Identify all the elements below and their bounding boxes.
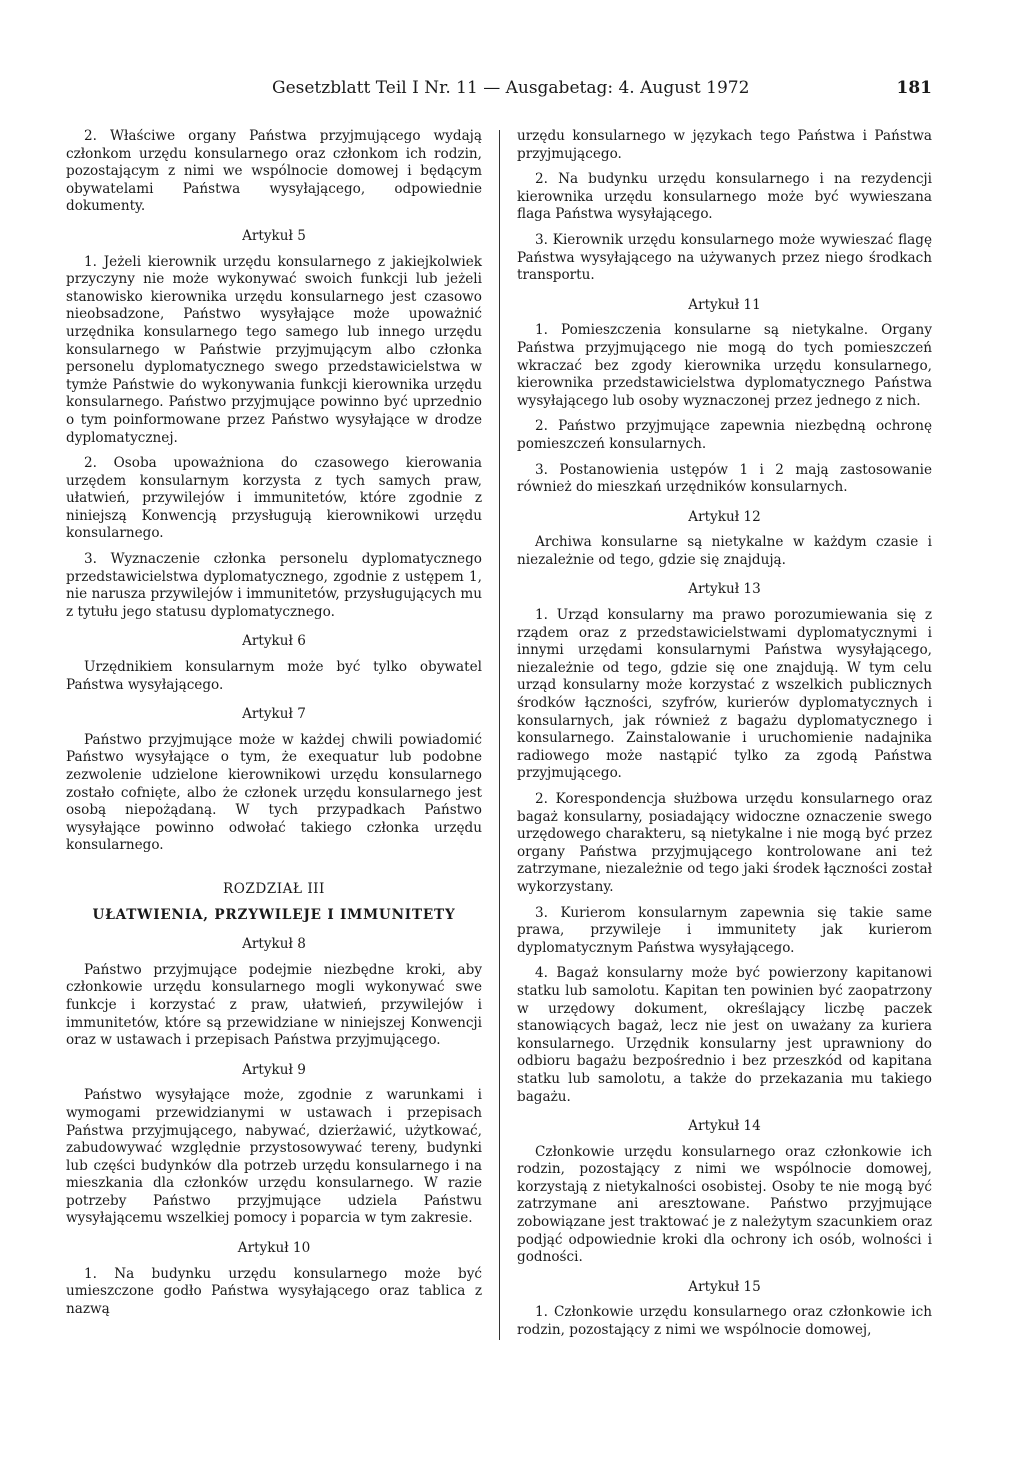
right-column [517, 128, 932, 1348]
article-heading: Artykuł 13 [688, 581, 761, 598]
chapter-title: UŁATWIENIA, PRZYWILEJE I IMMUNITETY [92, 906, 456, 923]
paragraph: Archiwa konsularne są nietykalne w każdym czasie i niezależnie od tego, gdzie się znajdują. [517, 534, 932, 568]
article-heading: Artykuł 5 [242, 227, 306, 244]
paragraph: 2. Państwo przyjmujące zapewnia niezbędną ochronę pomieszczeń konsularnych. [517, 418, 932, 452]
article-heading: Artykuł 10 [237, 1240, 311, 1257]
page-header [0, 78, 1024, 108]
left-column [66, 128, 482, 1326]
paragraph: 1. Pomieszczenia konsularne są nietykalne. Organy Państwa przyjmującego nie mogą do tych pomieszczeń wkraczać bez zgody kierownika urzędu konsularnego, kierownika przedstawicielstwa dyplomatycznego Państwa wysyłającego lub osoby wyznaczonej przez jednego z nich. [517, 322, 932, 409]
paragraph: 4. Bagaż konsularny może być powierzony kapitanowi statku lub samolotu. Kapitan ten powinien być zaopatrzony w urzędowy dokument, określający liczbę paczek stanowiących bagaż, lecz nie jest on uważany za kuriera konsularnego. Urzędnik konsularny jest uprawniony do odbioru bagażu bezpośrednio i bez przeszkód od kapitana statku lub samolotu, a także do przekazania mu takiego bagażu. [517, 965, 932, 1105]
paragraph: Urzędnikiem konsularnym może być tylko obywatel Państwa wysyłającego. [66, 659, 482, 693]
paragraph: urzędu konsularnego w językach tego Państwa i Państwa przyjmującego. [517, 128, 932, 162]
paragraph: 1. Jeżeli kierownik urzędu konsularnego z jakiejkolwiek przyczyny nie może wykonywać swoich funkcji lub jeżeli stanowisko kierownika urzędu konsularnego jest czasowo nieobsadzone, Państwo wysyłające może upoważnić urzędnika konsularnego tego samego lub innego urzędu konsularnego w Państwie przyjmującym albo członka personelu dyplomatycznego swego przedstawicielstwa w tymże Państwie do wykonywania funkcji kierownika urzędu konsularnego. Państwo przyjmujące powinno być uprzednio o tym poinformowane przez Państwo wysyłające w drodze dyplomatycznej. [66, 253, 482, 446]
paragraph: Państwo wysyłające może, zgodnie z warunkami i wymogami przewidzianymi w ustawach i przepisach Państwa przyjmującego, nabywać, dzierżawić, użytkować, zabudowywać względnie przystosowywać tereny, budynki lub części budynków dla potrzeb urzędu konsularnego i na mieszkania dla członków urzędu konsularnego. W razie potrzeby Państwo przyjmujące udziela Państwu wysyłającemu wszelkiej pomocy i poparcia w tym zakresie. [66, 1087, 482, 1227]
paragraph: 2. Osoba upoważniona do czasowego kierowania urzędem konsularnym korzysta z tych samych praw, ułatwień, przywilejów i immunitetów, które zgodnie z niniejszą Konwencją przysługują kierownikowi urzędu konsularnego. [66, 455, 482, 542]
page-number: 181 [896, 78, 932, 98]
paragraph: 3. Postanowienia ustępów 1 i 2 mają zastosowanie również do mieszkań urzędników konsularnych. [517, 461, 932, 496]
paragraph: 3. Wyznaczenie członka personelu dyplomatycznego przedstawicielstwa dyplomatycznego, zgodnie z ustępem 1, nie narusza przywilejów i immunitetów, przysługujących mu z tytułu jego statusu dyplomatycznego. [66, 551, 482, 620]
article-heading: Artykuł 15 [688, 1278, 761, 1295]
article-heading: Artykuł 12 [688, 508, 761, 525]
article-heading: Artykuł 6 [242, 633, 306, 650]
article-heading: Artykuł 7 [242, 706, 306, 723]
chapter-number: ROZDZIAŁ III [223, 880, 325, 897]
column-divider [499, 130, 500, 1340]
article-heading: Artykuł 8 [242, 936, 306, 953]
paragraph: 2. Na budynku urzędu konsularnego i na rezydencji kierownika urzędu konsularnego może być wywieszana flaga Państwa wysyłającego. [517, 171, 932, 223]
paragraph: 1. Członkowie urzędu konsularnego oraz członkowie ich rodzin, pozostający z nimi we wspólnocie domowej, [517, 1304, 932, 1339]
paragraph: Państwo przyjmujące podejmie niezbędne kroki, aby członkowie urzędu konsularnego mogli wykonywać swe funkcje i korzystać z praw, ułatwień, przywilejów i immunitetów, które są przewidziane w niniejszej Konwencji oraz w ustawach i przepisach Państwa przyjmującego. [66, 961, 482, 1049]
paragraph: Członkowie urzędu konsularnego oraz członkowie ich rodzin, pozostający z nimi we wspólnocie domowej, korzystają z nietykalności osobistej. Osoby te nie mogą być zatrzymane ani aresztowane. Państwo przyjmujące zobowiązane jest traktować je z należytym szacunkiem oraz podjąć odpowiednie kroki dla ochrony ich osób, wolności i godności. [517, 1143, 932, 1266]
paragraph: 2. Właściwe organy Państwa przyjmującego wydają członkom urzędu konsularnego oraz członkom ich rodzin, pozostającym z nimi we wspólnocie domowej i będącym obywatelami Państwa wysyłającego, odpowiednie dokumenty. [66, 128, 482, 215]
article-heading: Artykuł 11 [688, 296, 761, 313]
paragraph: 3. Kurierom konsularnym zapewnia się takie same prawa, przywileje i immunitety jak kurierom dyplomatycznym Państwa wysyłającego. [517, 904, 932, 956]
paragraph: Państwo przyjmujące może w każdej chwili powiadomić Państwo wysyłające o tym, że exequatur lub podobne zezwolenie udzielone kierownikowi urzędu konsularnego zostało cofnięte, albo że członek urzędu konsularnego jest osobą niepożądaną. W tych przypadkach Państwo wysyłające powinno odwołać takiego członka urzędu konsularnego. [66, 731, 482, 854]
article-heading: Artykuł 14 [688, 1118, 761, 1135]
paragraph: 2. Korespondencja służbowa urzędu konsularnego oraz bagaż konsularny, posiadający widoczne oznaczenie swego urzędowego charakteru, są nietykalne i nie mogą być przez organy Państwa przyjmującego kontrolowane ani też zatrzymane, niezależnie od tego jaki środek łączności został wykorzystany. [517, 791, 932, 895]
paragraph: 3. Kierownik urzędu konsularnego może wywieszać flagę Państwa wysyłającego na używanych przez niego środkach transportu. [517, 231, 932, 284]
header-title: Gesetzblatt Teil I Nr. 11 — Ausgabetag: 4. August 1972 [272, 78, 750, 98]
paragraph: 1. Urząd konsularny ma prawo porozumiewania się z rządem oraz z przedstawicielstwami dyplomatycznymi i innymi urzędami konsularnymi Państwa wysyłającego, niezależnie od tego, gdzie się one znajdują. W tym celu urząd konsularny może korzystać z wszelkich publicznych środków łączności, szyfrów, kurierów dyplomatycznych i konsularnych, jak również z bagażu dyplomatycznego i konsularnego. Zainstalowanie i uruchomienie nadajnika radiowego może nastąpić tylko za zgodą Państwa przyjmującego. [517, 607, 932, 782]
paragraph: 1. Na budynku urzędu konsularnego może być umieszczone godło Państwa wysyłającego oraz tablica z nazwą [66, 1265, 482, 1317]
article-heading: Artykuł 9 [242, 1061, 306, 1078]
